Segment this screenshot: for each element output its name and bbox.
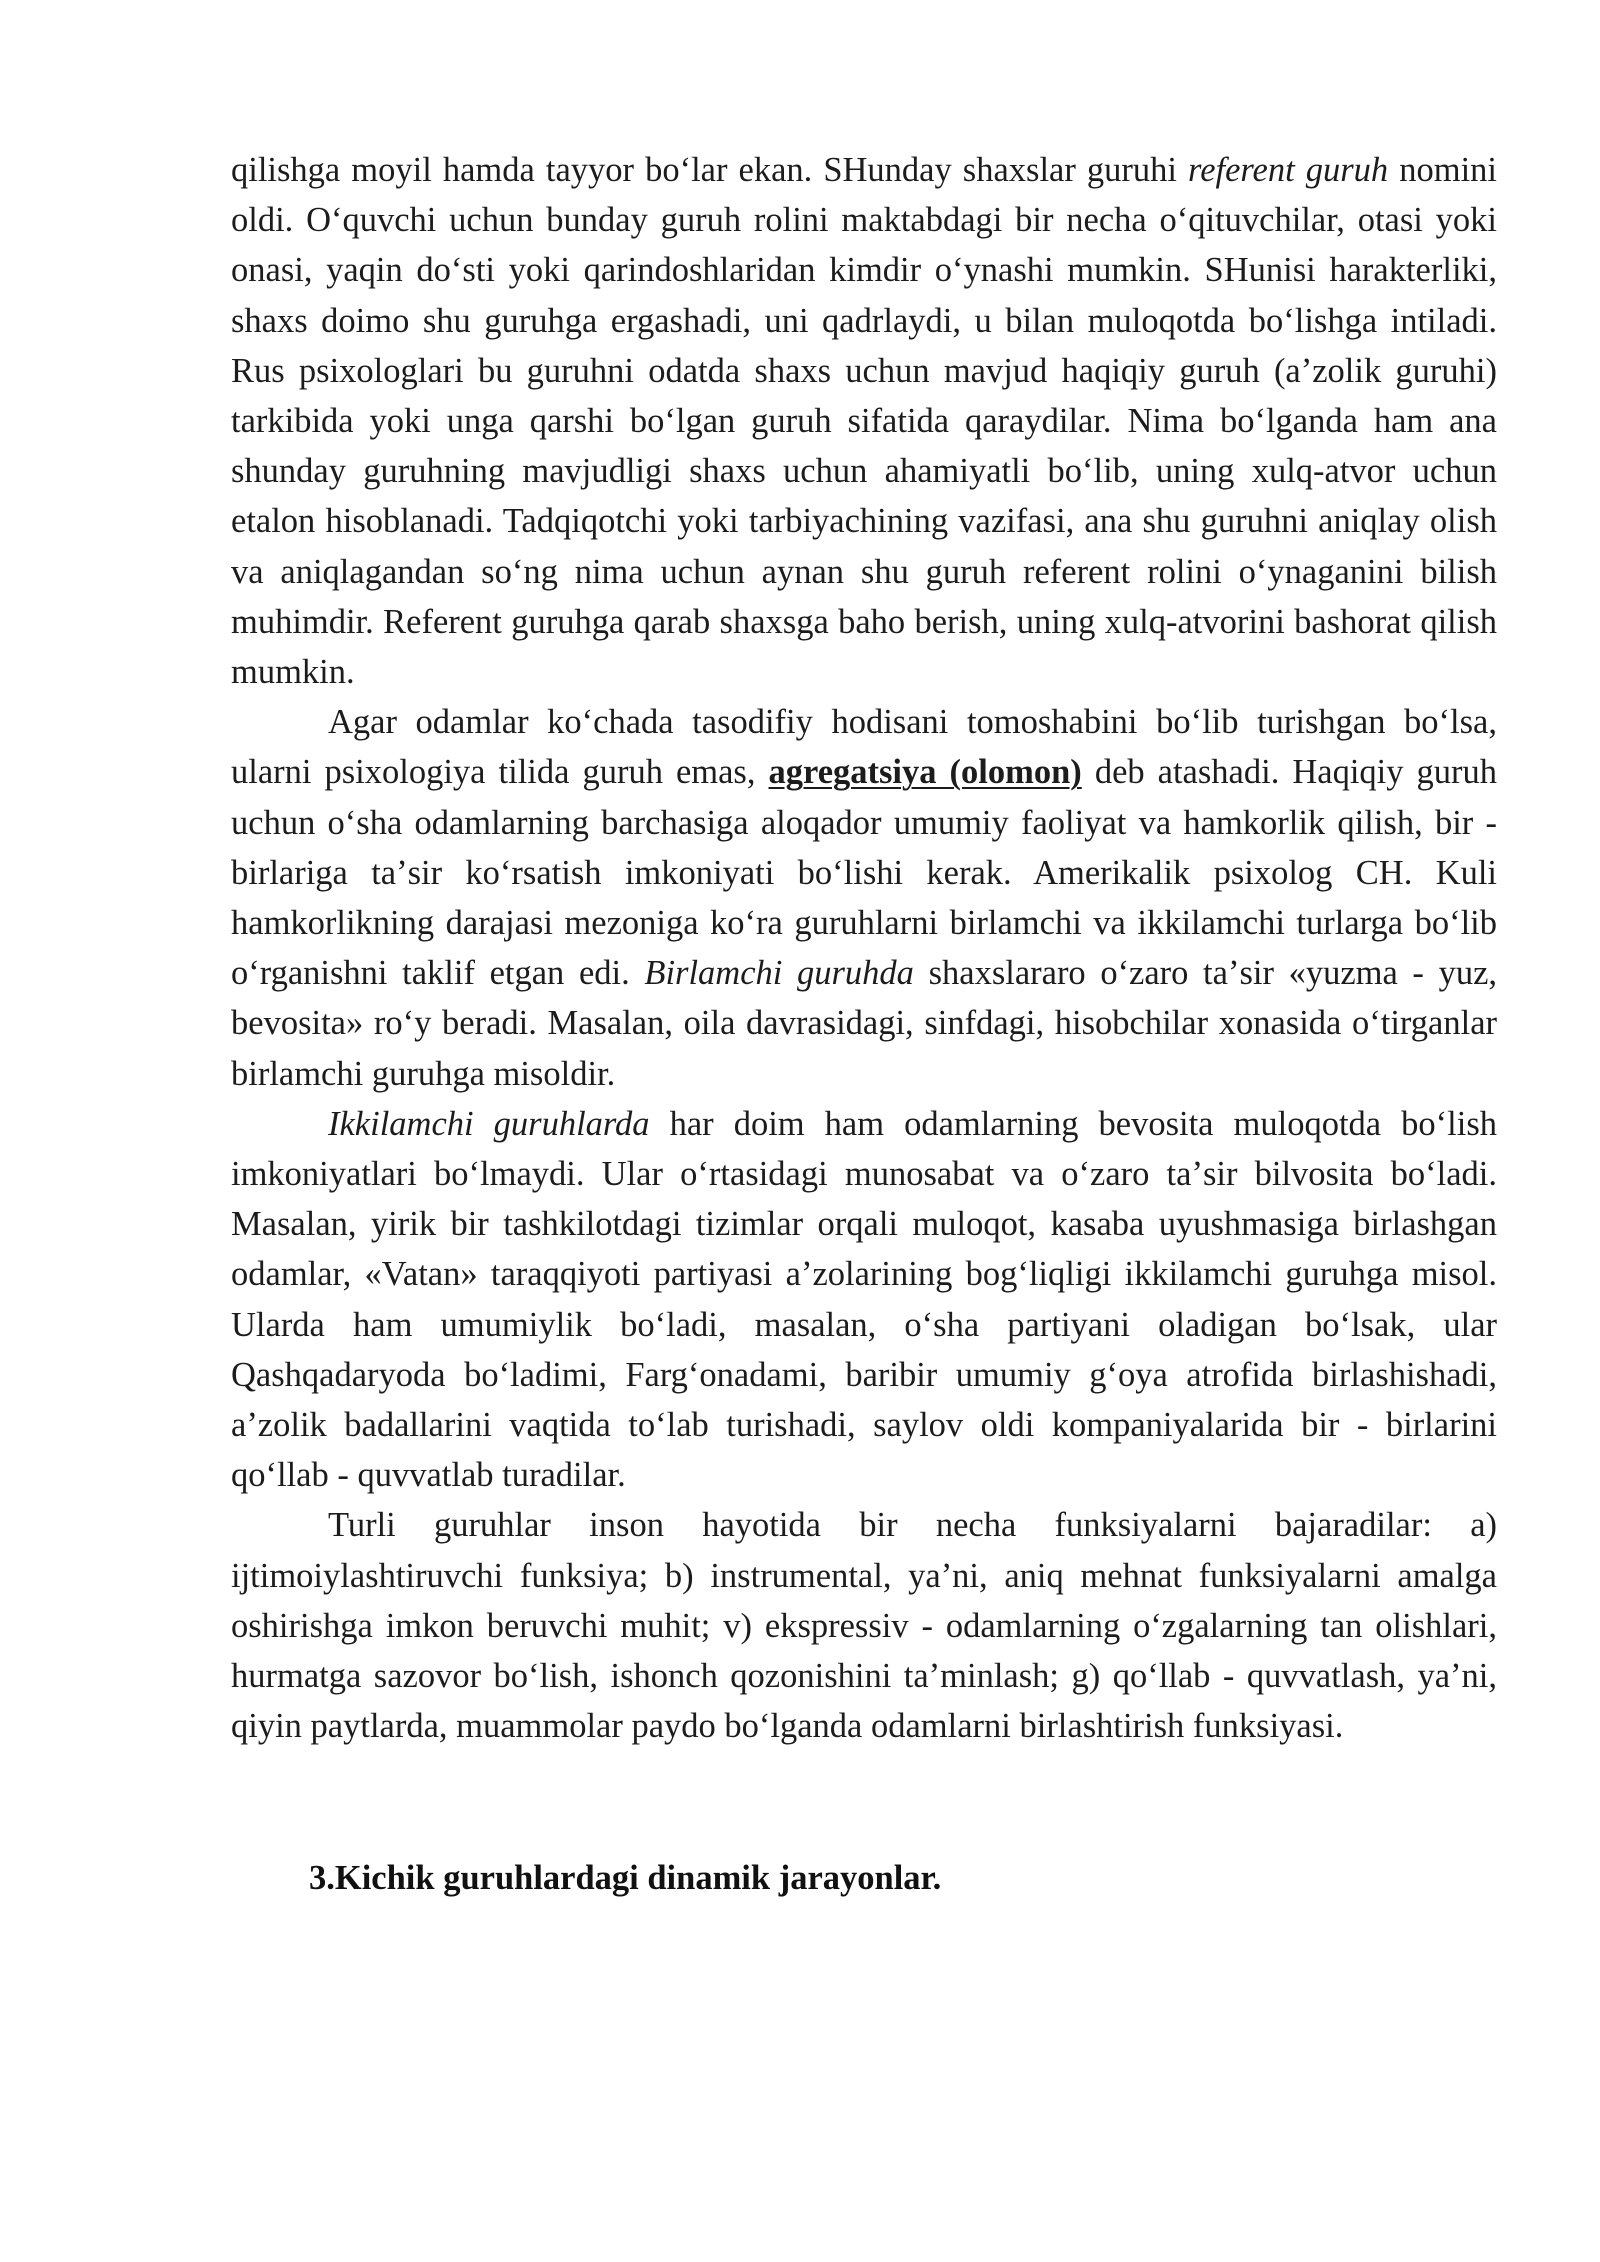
text-segment: qilishga moyil hamda tayyor boʻlar ekan. SHunday shaxslar guruhi xyxy=(231,151,1189,189)
paragraph-aggregation xyxy=(231,697,1497,1099)
term-agregatsiya: agregatsiya (olomon) xyxy=(768,753,1082,792)
term-birlamchi-guruhda: Birlamchi guruhda xyxy=(644,954,914,993)
text-segment: har doim ham odamlarning bevosita muloqotda boʻlish imkoniyatlari boʻlmaydi. Ular oʻrtasidagi munosabat va oʻzaro taʼsir bilvosita boʻladi. Masalan, yirik bir tashkilotdagi tizimlar orqali muloqot, kasaba uyushmasiga birlashgan odamlar, «Vatan» taraqqiyoti partiyasi aʼzolarining bogʻliqligi ikkilamchi guruhga misol. Ularda ham umumiylik boʻladi, masalan, oʻsha partiyani oladigan boʻlsak, ular Qashqadaryoda boʻladimi, Fargʻonadami, baribir umumiy gʻoya atrofida birlashishadi, aʼzolik badallarini vaqtida toʻlab turishadi, saylov oldi kompaniyalarida bir - birlarini qoʻllab - quvvatlab turadilar. xyxy=(231,1104,1497,1495)
term-referent-guruh: referent guruh xyxy=(1188,151,1389,189)
text-segment: Agar odamlar koʻchada tasodifiy hodisani tomoshabini boʻlib turishgan boʻlsa, ularni psixologiya tilida guruh emas, xyxy=(231,703,1497,792)
paragraph-group-functions xyxy=(231,1500,1497,1751)
paragraph-secondary-groups xyxy=(231,1099,1497,1501)
text-segment: Turli guruhlar inson hayotida bir necha funksiyalarni bajaradilar: a) ijtimoiylashtiruvchi funksiya; b) instrumental, yaʼni, aniq mehnat funksiyalarni amalga oshirishga imkon beruvchi muhit; v) ekspressiv - odamlarning oʻzgalarning tan olishlari, hurmatga sazovor boʻlish, ishonch qozonishini taʼminlash; g) qoʻllab - quvvatlash, yaʼni, qiyin paytlarda, muammolar paydo boʻlganda odamlarni birlashtirish funksiyasi. xyxy=(231,1506,1497,1746)
paragraph-referent-group xyxy=(231,145,1497,697)
document-page xyxy=(231,145,1497,1903)
text-segment: shaxslararo oʻzaro taʼsir «yuzma - yuz, bevosita» roʻy beradi. Masalan, oila davrasidagi, sinfdagi, hisobchilar xonasida oʻtirganlar birlamchi guruhga misoldir. xyxy=(231,954,1498,1093)
section-heading: 3.Kichik guruhlardagi dinamik jarayonlar. xyxy=(309,1858,942,1897)
text-segment: deb atashadi. Haqiqiy guruh uchun oʻsha odamlarning barchasiga aloqador umumiy faoliyat va hamkorlik qilish, bir - birlariga taʼsir koʻrsatish imkoniyati boʻlishi kerak. Amerikalik psixolog CH. Kuli hamkorlikning darajasi mezoniga koʻra guruhlarni birlamchi va ikkilamchi turlarga boʻlib oʻrganishni taklif etgan edi. xyxy=(231,753,1498,993)
term-ikkilamchi-guruhlarda: Ikkilamchi guruhlarda xyxy=(328,1104,650,1143)
text-segment: nomini oldi. Oʻquvchi uchun bunday guruh rolini maktabdagi bir necha oʻqituvchilar, otasi yoki onasi, yaqin doʻsti yoki qarindoshlaridan kimdir oʻynashi mumkin. SHunisi harakterliki, shaxs doimo shu guruhga ergashadi, uni qadrlaydi, u bilan muloqotda boʻlishga intiladi. Rus psixologlari bu guruhni odatda shaxs uchun mavjud haqiqiy guruh (aʼzolik guruhi) tarkibida yoki unga qarshi boʻlgan guruh sifatida qaraydilar. Nima boʻlganda ham ana shunday guruhning mavjudligi shaxs uchun ahamiyatli boʻlib, uning xulq-atvor uchun etalon hisoblanadi. Tadqiqotchi yoki tarbiyachining vazifasi, ana shu guruhni aniqlay olish va aniqlagandan soʻng nima uchun aynan shu guruh referent rolini oʻynaganini bilish muhimdir. Referent guruhga qarab shaxsga baho berish, uning xulq-atvorini bashorat qilish mumkin. xyxy=(231,151,1498,692)
